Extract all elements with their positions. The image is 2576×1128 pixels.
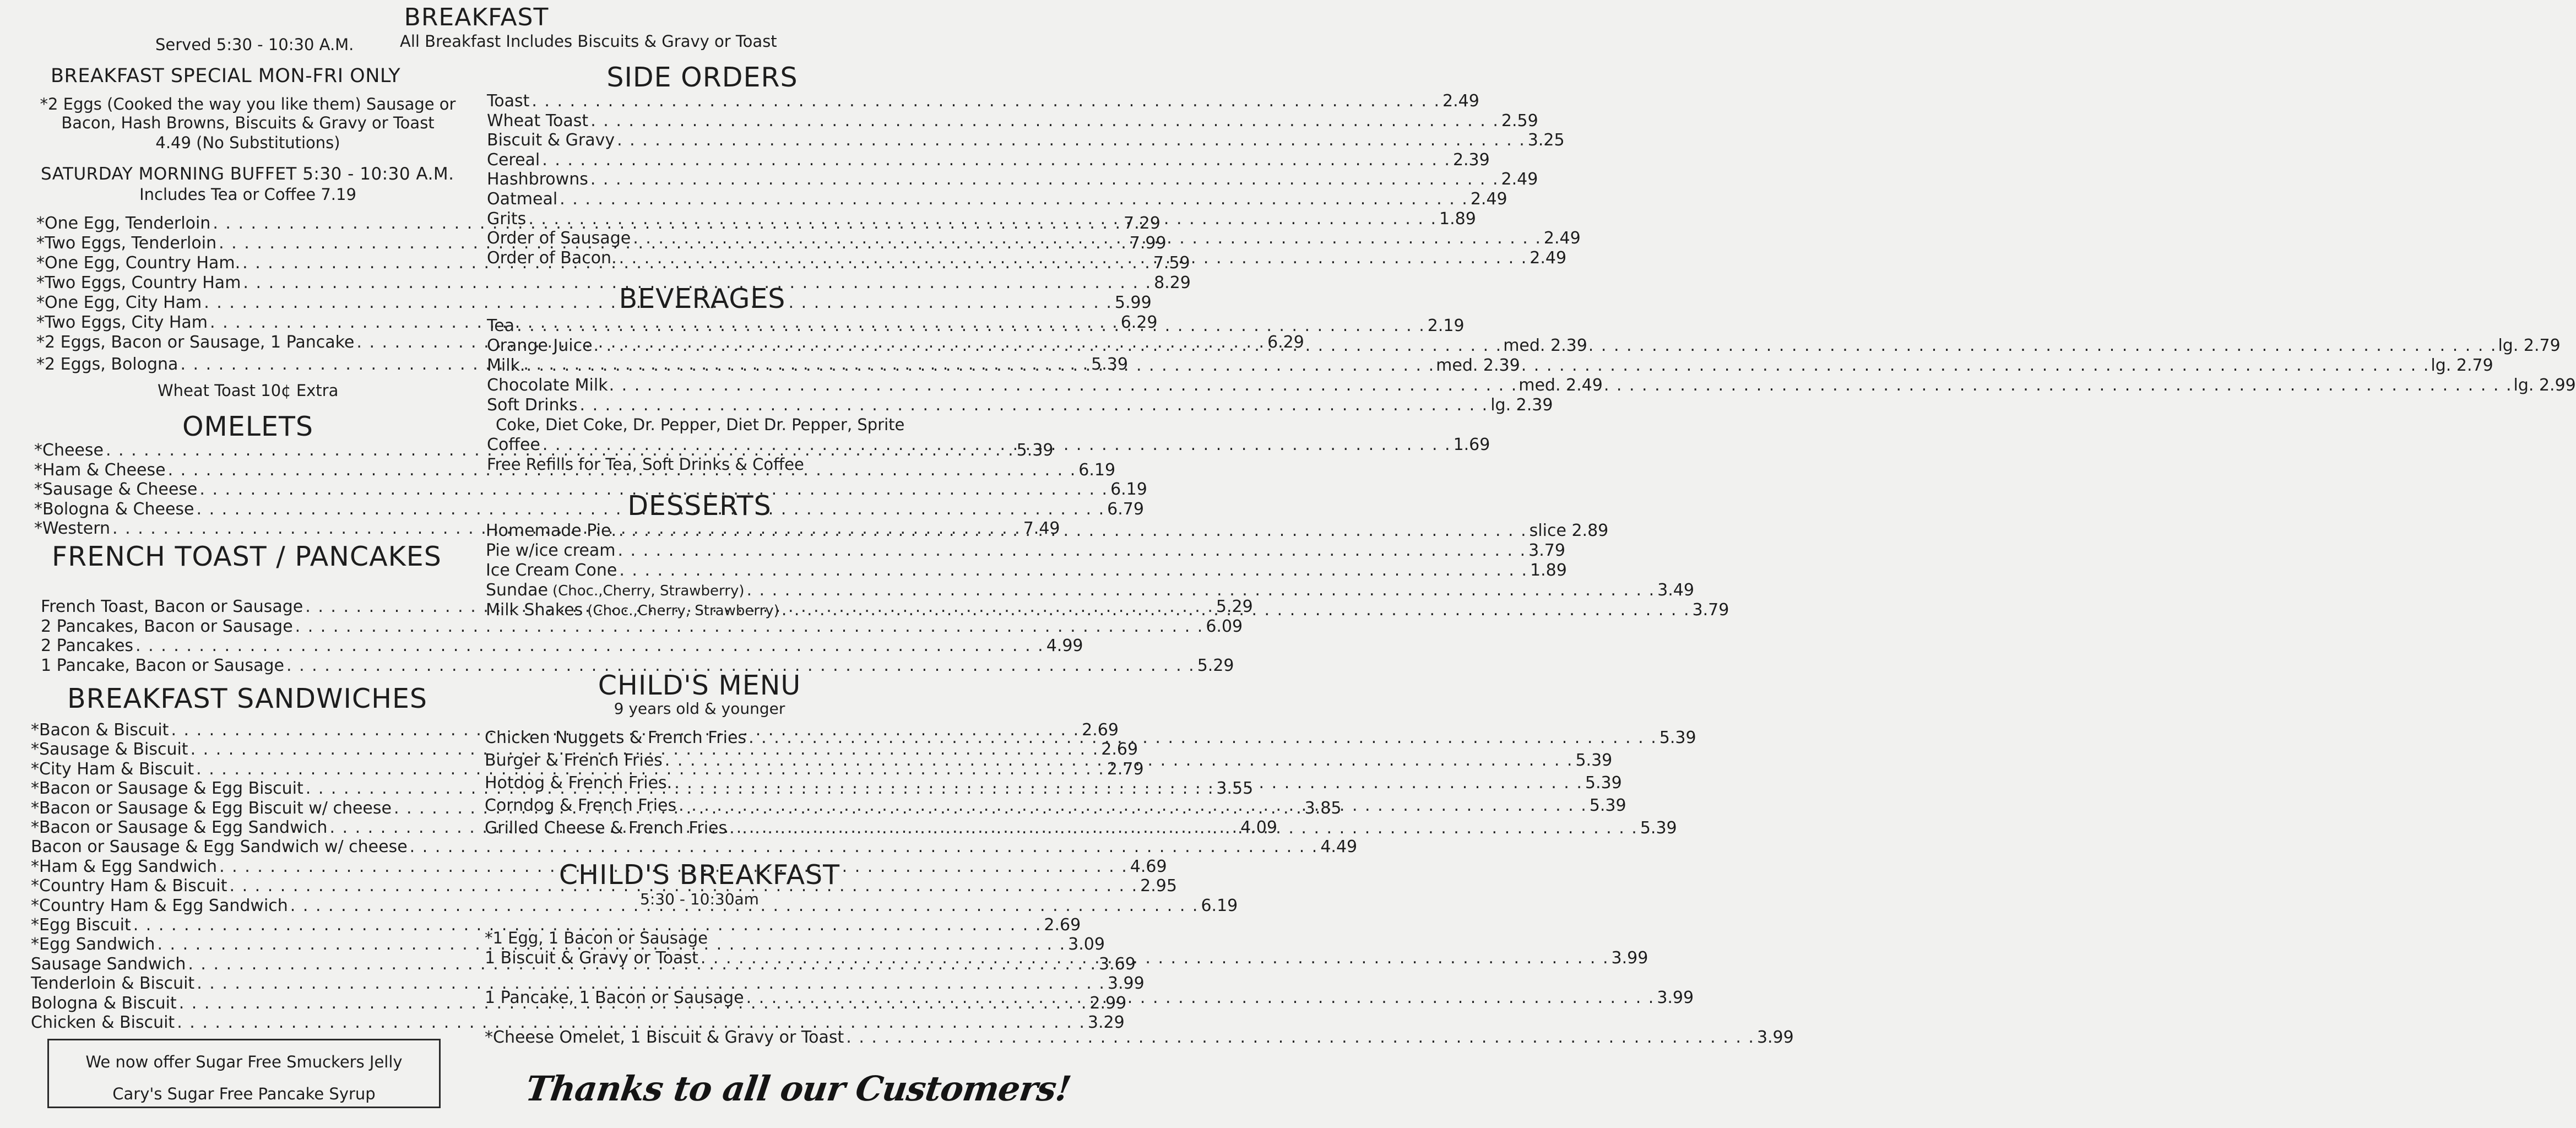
item-name: *Two Eggs, Tenderloin — [36, 234, 217, 253]
item-price: 6.09 — [1206, 616, 1243, 636]
item-name: *Country Ham & Egg Sandwich — [31, 896, 288, 915]
item-price: 5.39 — [1589, 796, 1626, 815]
leader-dots — [542, 150, 1451, 170]
childs-breakfast-subtitle: 5:30 - 10:30am — [640, 890, 759, 908]
item-price: 7.99 — [1129, 234, 1167, 253]
item-price: 7.49 — [1023, 519, 1060, 538]
item-price: 5.29 — [1216, 597, 1253, 616]
item-name: *Egg Sandwich — [31, 935, 155, 955]
dessert-price: 3.79 — [1692, 600, 1729, 620]
dessert-name: Pie w/ice cream — [486, 541, 616, 560]
leader-dots — [560, 189, 1468, 209]
special-line-2: Bacon, Hash Browns, Biscuits & Gravy or Toast — [61, 113, 435, 132]
beverage-name: Milk. — [487, 356, 525, 375]
item-name: Bacon or Sausage & Egg Sandwich w/ cheese — [31, 837, 408, 857]
item-name: Order of Bacon. — [487, 248, 617, 268]
buffet-line: Includes Tea or Coffee 7.19 — [139, 185, 356, 204]
item-price: 3.25 — [1527, 131, 1565, 150]
item-price: 3.29 — [1087, 1013, 1125, 1032]
item-price: 1.89 — [1439, 209, 1476, 229]
medium-price: med. 2.39 — [1503, 336, 1587, 355]
sandwich-row — [31, 740, 1138, 760]
item-name: *Western — [34, 519, 111, 538]
item-name: *One Egg, Country Ham. — [36, 253, 241, 273]
item-name: Hotdog & French Fries. — [485, 773, 673, 793]
leader-dots — [619, 561, 1528, 580]
child-breakfast-3-row — [485, 1028, 1794, 1047]
omelets-title: OMELETS — [182, 411, 314, 442]
special-line-3: 4.49 (No Substitutions) — [155, 133, 340, 152]
soft-drink-list: Coke, Diet Coke, Dr. Pepper, Diet Dr. Pepper, Sprite — [496, 415, 905, 434]
child-breakfast-3-name: *Cheese Omelet, 1 Biscuit & Gravy or Toast — [485, 1028, 844, 1047]
item-price: 4.49 — [1320, 837, 1358, 857]
item-name: Coffee — [487, 435, 540, 454]
item-price: 3.55 — [1216, 779, 1254, 799]
item-name: Biscuit & Gravy — [487, 131, 615, 150]
item-name: Grilled Cheese & French Fries — [485, 818, 728, 838]
beverage-sized-row — [487, 376, 2576, 395]
leader-dots — [617, 131, 1526, 150]
desserts-title: DESSERTS — [627, 490, 772, 522]
side-order-row — [487, 189, 1507, 209]
item-name: *Egg Biscuit — [31, 915, 131, 935]
beverage-name: Chocolate Milk — [487, 376, 608, 395]
item-price: 2.19 — [1427, 316, 1465, 335]
served-hours: Served 5:30 - 10:30 A.M. — [155, 35, 354, 54]
item-name: Grits — [487, 209, 527, 229]
childs-menu-title: CHILD'S MENU — [598, 670, 801, 701]
beverage-name: Orange Juice — [487, 336, 593, 355]
item-name: Toast — [487, 91, 530, 111]
leader-dots — [532, 91, 1440, 111]
childs-menu-subtitle: 9 years old & younger — [614, 699, 785, 718]
side-orders-title: SIDE ORDERS — [606, 62, 798, 93]
dessert-flavors-note: (Choc.,Cherry, Strawberry) — [587, 603, 779, 619]
item-price: 2.49 — [1543, 229, 1581, 248]
dessert-name: Ice Cream Cone — [486, 561, 617, 580]
leader-dots — [674, 773, 1583, 793]
leader-dots — [617, 541, 1526, 560]
french-toast-row — [41, 655, 1234, 675]
leader-dots — [594, 336, 1503, 355]
item-name: Sausage Sandwich — [31, 954, 186, 974]
beverage-row-soft-drinks — [487, 395, 1553, 415]
item-price: 6.19 — [1078, 460, 1116, 480]
side-order-row — [487, 170, 1538, 189]
leader-dots — [528, 209, 1437, 229]
item-name: *Sausage & Cheese — [34, 480, 198, 499]
item-price: slice 2.89 — [1529, 521, 1609, 540]
leader-dots — [590, 170, 1499, 189]
item-price: lg. 2.39 — [1490, 395, 1553, 415]
item-price: 7.29 — [1123, 214, 1160, 233]
leader-dots — [1588, 336, 2497, 355]
item-name: *2 Eggs, Bologna — [36, 355, 178, 374]
item-price: 3.85 — [1304, 798, 1342, 818]
breakfast-includes-note: All Breakfast Includes Biscuits & Gravy or Toast — [400, 32, 777, 51]
leader-dots — [135, 636, 1044, 655]
large-price: lg. 2.99 — [2513, 376, 2576, 395]
item-name: Homemade Pie. — [486, 521, 616, 540]
side-order-row — [487, 131, 1565, 150]
item-price: 2.69 — [1044, 915, 1081, 935]
page-title: BREAKFAST — [404, 3, 549, 31]
item-name: French Toast, Bacon or Sausage — [41, 597, 303, 616]
item-price: 2.39 — [1452, 150, 1490, 170]
leader-dots — [782, 600, 1690, 620]
dessert-price: 3.79 — [1528, 541, 1565, 560]
item-name: *Country Ham & Biscuit — [31, 876, 227, 896]
item-name: *Two Eggs, City Ham — [36, 313, 208, 332]
item-price: 4.69 — [1130, 856, 1167, 876]
item-price: 6.19 — [1201, 896, 1238, 915]
item-name: *Bacon or Sausage & Egg Sandwich — [31, 818, 328, 837]
item-name: Chicken Nuggets & French Fries — [485, 728, 747, 747]
item-name: Tea — [487, 316, 515, 335]
dessert-row — [486, 541, 1565, 560]
item-name: *Two Eggs, Country Ham — [36, 273, 241, 292]
dessert-row — [486, 581, 1694, 600]
item-name: *Bacon & Biscuit — [31, 720, 169, 740]
leader-dots — [580, 395, 1489, 415]
leader-dots — [665, 751, 1574, 770]
item-name: 2 Pancakes, Bacon or Sausage — [41, 616, 293, 636]
item-price: 3.09 — [1068, 935, 1105, 955]
special-line-1: *2 Eggs (Cooked the way you like them) Sausage or — [40, 95, 456, 113]
leader-dots — [609, 376, 1518, 395]
leader-dots — [746, 988, 1655, 1007]
item-price: 5.39 — [1585, 773, 1622, 793]
sandwich-row — [31, 876, 1177, 896]
leader-dots — [729, 818, 1638, 838]
item-name: Hashbrowns — [487, 170, 588, 189]
leader-dots — [590, 111, 1499, 131]
child-breakfast-2-price: 3.99 — [1657, 988, 1694, 1007]
beverages-title: BEVERAGES — [619, 283, 786, 314]
item-price: 2.49 — [1470, 189, 1507, 209]
item-price: 5.39 — [1016, 441, 1054, 460]
item-name: *Ham & Egg Sandwich — [31, 856, 218, 876]
sandwich-row — [31, 1013, 1125, 1032]
item-name: Burger & French Fries — [485, 751, 663, 770]
leader-dots — [846, 1028, 1755, 1047]
leader-dots — [1604, 376, 2513, 395]
leader-dots — [543, 435, 1451, 454]
item-name: Cereal — [487, 150, 540, 170]
item-price: 3.69 — [1099, 954, 1136, 974]
item-price: 5.39 — [1659, 728, 1696, 747]
item-price: 3.99 — [1107, 974, 1145, 994]
large-price: lg. 2.79 — [2498, 336, 2561, 355]
item-name: Order of Sausage — [487, 229, 631, 248]
item-name: *Bologna & Cheese — [34, 499, 194, 519]
leader-dots — [517, 316, 1425, 335]
leader-dots — [410, 837, 1319, 856]
item-name: Soft Drinks — [487, 395, 578, 415]
sandwiches-title: BREAKFAST SANDWICHES — [67, 683, 428, 714]
child-breakfast-1-price: 3.99 — [1611, 948, 1648, 968]
item-name: *City Ham & Biscuit — [31, 759, 194, 779]
child-breakfast-3-price: 3.99 — [1756, 1028, 1794, 1047]
item-name: Bologna & Biscuit — [31, 993, 177, 1013]
side-order-row — [487, 91, 1479, 111]
item-price: 7.59 — [1153, 253, 1190, 273]
leader-dots — [633, 229, 1542, 248]
item-name: Oatmeal — [487, 189, 558, 209]
dessert-name: Sundae — [486, 581, 548, 600]
item-price: 1.69 — [1453, 435, 1490, 454]
item-price: 8.29 — [1154, 273, 1191, 292]
sugar-free-jelly-text: We now offer Sugar Free Smuckers Jelly — [85, 1053, 403, 1071]
item-name: *Bacon or Sausage & Egg Biscuit — [31, 779, 303, 799]
sandwich-row — [31, 974, 1145, 994]
leader-dots — [526, 356, 1435, 375]
child-breakfast-2-name: 1 Pancake, 1 Bacon or Sausage — [485, 988, 744, 1007]
item-price: 2.49 — [1501, 170, 1538, 189]
leader-dots — [679, 796, 1587, 815]
dessert-price: 1.89 — [1530, 561, 1567, 580]
item-price: 2.79 — [1107, 759, 1144, 779]
item-price: 5.39 — [1640, 818, 1677, 838]
side-order-row — [487, 150, 1490, 170]
french-toast-title: FRENCH TOAST / PANCAKES — [52, 541, 442, 572]
medium-price: med. 2.49 — [1519, 376, 1603, 395]
item-price: 2.69 — [1101, 740, 1138, 760]
item-price: 5.39 — [1091, 355, 1128, 374]
leader-dots — [1521, 356, 2430, 375]
item-name: *One Egg, Tenderloin — [36, 214, 211, 233]
item-price: 5.29 — [1197, 655, 1234, 675]
item-name: *2 Eggs, Bacon or Sausage, 1 Pancake — [36, 333, 355, 352]
item-name: 2 Pancakes — [41, 636, 134, 655]
child-breakfast-1-line-2: 1 Biscuit & Gravy or Toast — [485, 948, 698, 968]
side-order-row — [487, 111, 1538, 131]
menu-item-row — [36, 273, 1191, 292]
wheat-toast-note: Wheat Toast 10¢ Extra — [158, 381, 339, 400]
sandwich-row — [31, 837, 1358, 857]
sugar-free-syrup-text: Cary's Sugar Free Pancake Syrup — [112, 1084, 376, 1103]
leader-dots — [749, 728, 1657, 747]
leader-dots — [701, 948, 1609, 968]
item-name: Wheat Toast — [487, 111, 589, 131]
french-toast-row — [41, 616, 1243, 636]
item-price: 2.99 — [1089, 993, 1127, 1013]
item-price: 6.79 — [1107, 499, 1144, 519]
sandwich-row — [31, 915, 1081, 935]
item-price: 2.69 — [1082, 720, 1119, 740]
item-price: 2.49 — [1530, 248, 1567, 268]
leader-dots — [619, 248, 1528, 268]
leader-dots — [746, 581, 1655, 600]
item-price: 6.29 — [1267, 333, 1304, 352]
item-name: *Bacon or Sausage & Egg Biscuit w/ cheese — [31, 798, 392, 818]
thanks-signature: Thanks to all our Customers! — [523, 1069, 1073, 1109]
item-price: 2.59 — [1501, 111, 1538, 131]
child-breakfast-1-line-1: *1 Egg, 1 Bacon or Sausage — [485, 929, 708, 947]
omelet-row — [34, 480, 1147, 499]
item-name: *Ham & Cheese — [34, 460, 166, 480]
item-name: *Cheese — [34, 441, 104, 460]
dessert-price: 3.49 — [1657, 581, 1694, 600]
special-title: BREAKFAST SPECIAL MON-FRI ONLY — [51, 65, 401, 87]
buffet-title: SATURDAY MORNING BUFFET 5:30 - 10:30 A.M. — [41, 164, 454, 184]
item-name: Corndog & French Fries — [485, 796, 677, 815]
free-refills-note: Free Refills for Tea, Soft Drinks & Coffee — [487, 455, 804, 474]
medium-price: med. 2.39 — [1436, 356, 1520, 375]
item-name: 1 Pancake, Bacon or Sausage — [41, 655, 285, 675]
item-price: 2.95 — [1140, 876, 1177, 896]
childs-breakfast-title: CHILD'S BREAKFAST — [558, 859, 840, 891]
dessert-flavors-note: (Choc.,Cherry, Strawberry) — [552, 583, 745, 599]
french-toast-row — [41, 636, 1083, 655]
item-name: *Sausage & Biscuit — [31, 740, 188, 760]
dessert-row — [486, 561, 1567, 580]
item-price: 6.29 — [1120, 313, 1158, 332]
item-name: *One Egg, City Ham — [36, 293, 202, 312]
item-price: 4.99 — [1046, 636, 1083, 655]
item-price: 6.19 — [1110, 480, 1147, 499]
item-name: Tenderloin & Biscuit — [31, 974, 195, 994]
sugar-free-notice-box — [47, 1039, 441, 1108]
item-price: 5.39 — [1575, 751, 1613, 770]
item-name: Chicken & Biscuit — [31, 1013, 175, 1032]
item-price: 4.09 — [1240, 818, 1277, 837]
item-price: 5.99 — [1114, 293, 1152, 312]
item-price: 2.49 — [1442, 91, 1479, 111]
large-price: lg. 2.79 — [2431, 356, 2493, 375]
leader-dots — [619, 521, 1527, 540]
dessert-name: Milk Shakes — [486, 600, 583, 620]
